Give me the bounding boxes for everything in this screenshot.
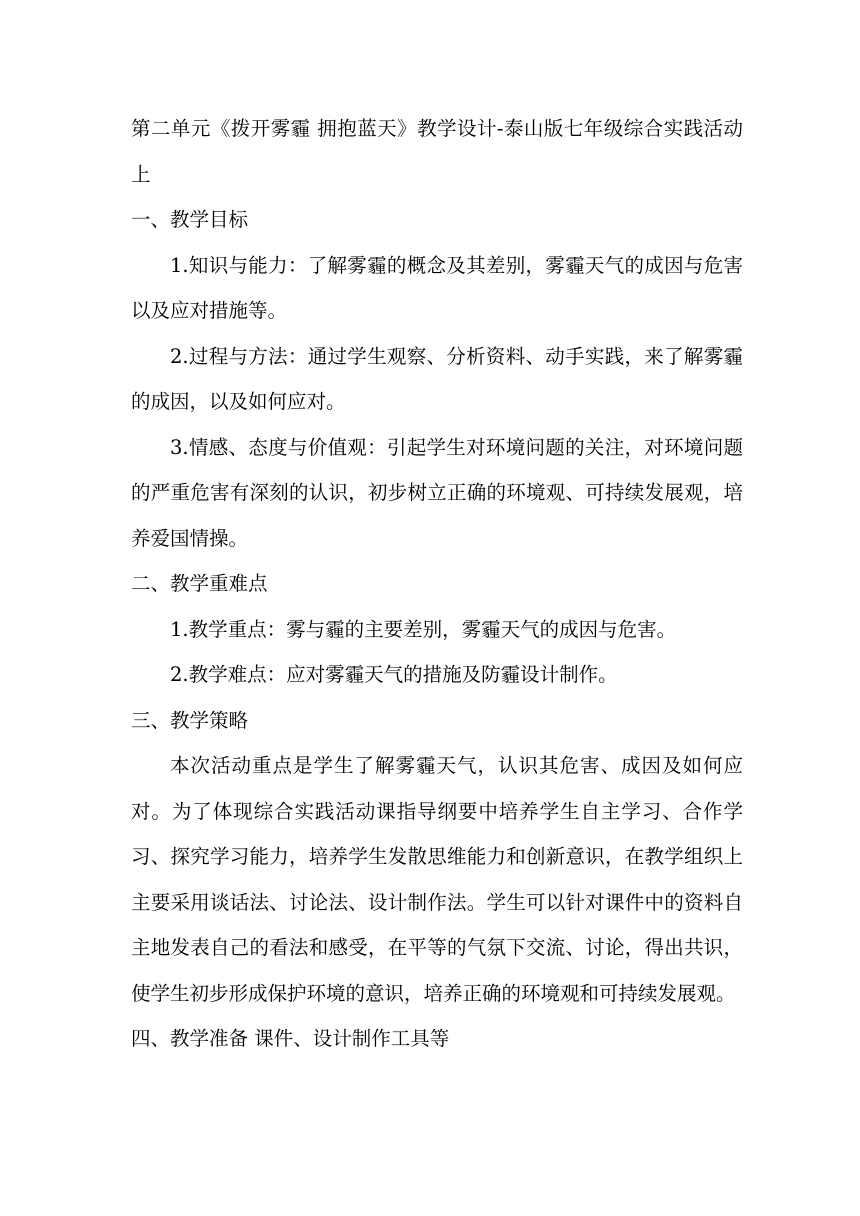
- objective-item-values: 3.情感、态度与价值观：引起学生对环境问题的关注，对环境问题的严重危害有深刻的认识，初步树立正确的环境观、可持续发展观，培养爱国情操。: [131, 435, 743, 550]
- section-heading-preparation: 四、教学准备 课件、设计制作工具等: [131, 1027, 450, 1050]
- section-heading-strategy: 三、教学策略: [131, 708, 249, 732]
- document-page: [131, 106, 743, 1062]
- key-point-item-difficulty: 2.教学难点：应对雾霾天气的措施及防霾设计制作。: [170, 663, 618, 686]
- section-heading-key-points: 二、教学重难点: [131, 572, 268, 595]
- section-heading-objectives: 一、教学目标: [131, 208, 249, 231]
- objective-item-process: 2.过程与方法：通过学生观察、分析资料、动手实践，来了解雾霾的成因，以及如何应对。: [131, 344, 743, 413]
- document-title: 第二单元《拨开雾霾 拥抱蓝天》教学设计-泰山版七年级综合实践活动上: [131, 117, 743, 186]
- strategy-paragraph: 本次活动重点是学生了解雾霾天气，认识其危害、成因及如何应对。为了体现综合实践活动课指导纲要中培养学生自主学习、合作学习、探究学习能力，培养学生发散思维能力和创新意识，在教学组织上主要采用谈话法、讨论法、设计制作法。学生可以针对课件中的资料自主地发表自己的看法和感受，在平等的气氛下交流、讨论，得出共识，使学生初步形成保护环境的意识，培养正确的环境观和可持续发展观。: [131, 754, 743, 1005]
- objective-item-knowledge: 1.知识与能力：了解雾霾的概念及其差别，雾霾天气的成因与危害以及应对措施等。: [131, 253, 743, 322]
- key-point-item-focus: 1.教学重点：雾与霾的主要差别，雾霾天气的成因与危害。: [170, 617, 677, 641]
